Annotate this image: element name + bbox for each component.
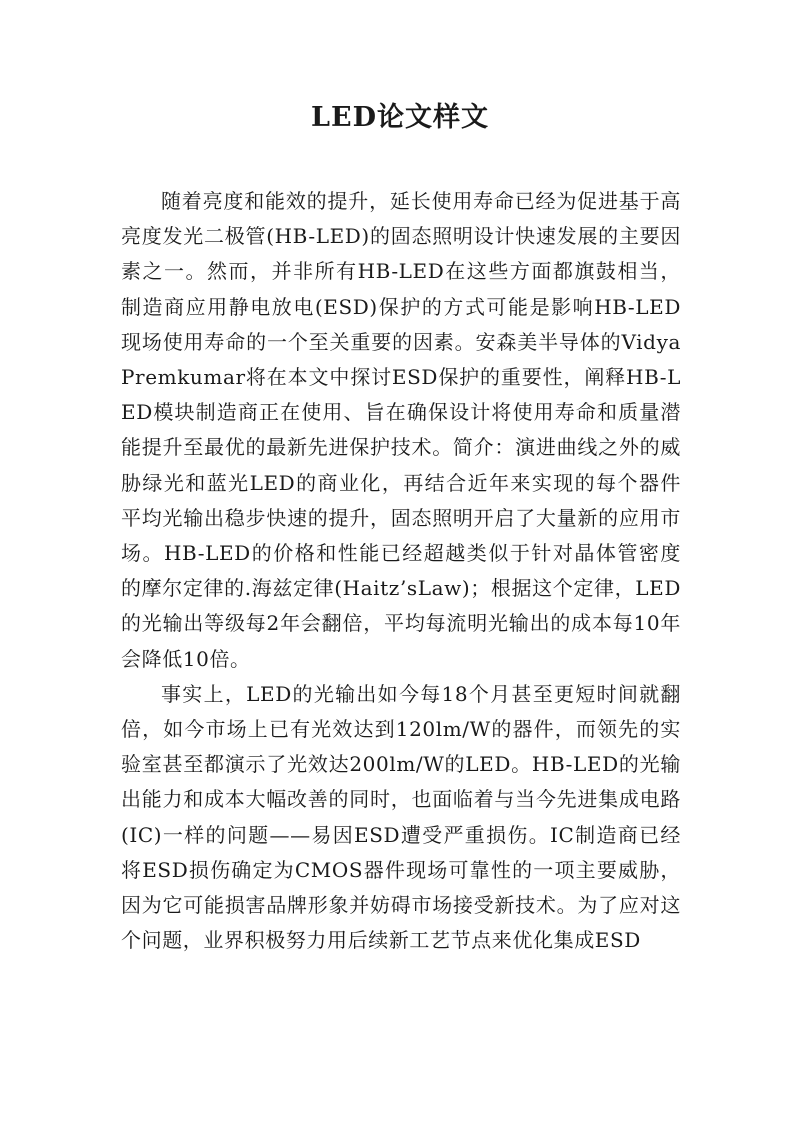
paragraph-2: 事实上，LED的光输出如今每18个月甚至更短时间就翻倍，如今市场上已有光效达到120lm/W的器件，而领先的实验室甚至都演示了光效达200lm/W的LED。HB-LED的光输出能力和成本大幅改善的同时，也面临着与当今先进集成电路(IC)一样的问题——易因ESD遭受严重损伤。IC制造商已经将ESD损伤确定为CMOS器件现场可靠性的一项主要威胁，因为它可能损害品牌形象并妨碍市场接受新技术。为了应对这个问题，业界积极努力用后续新工艺节点来优化集成ESD — [121, 681, 681, 953]
document-title: LED论文样文 — [311, 102, 489, 133]
paragraph-1: 随着亮度和能效的提升，延长使用寿命已经为促进基于高亮度发光二极管(HB-LED)的固态照明设计快速发展的主要因素之一。然而，并非所有HB-LED在这些方面都旗鼓相当，制造商应用静电放电(ESD)保护的方式可能是影响HB-LED现场使用寿命的一个至关重要的因素。安森美半导体的VidyaPremkumar将在本文中探讨ESD保护的重要性，阐释HB-LED模块制造商正在使用、旨在确保设计将使用寿命和质量潜能提升至最优的最新先进保护技术。简介：演进曲线之外的威胁绿光和蓝光LED的商业化，再结合近年来实现的每个器件平均光输出稳步快速的提升，固态照明开启了大量新的应用市场。HB-LED的价格和性能已经超越类似于针对晶体管密度的摩尔定律的.海兹定律(Haitz’sLaw)；根据这个定律，LED的光输出等级每2年会翻倍，平均每流明光输出的成本每10年会降低10倍。 — [121, 189, 681, 671]
document-body — [121, 184, 681, 958]
